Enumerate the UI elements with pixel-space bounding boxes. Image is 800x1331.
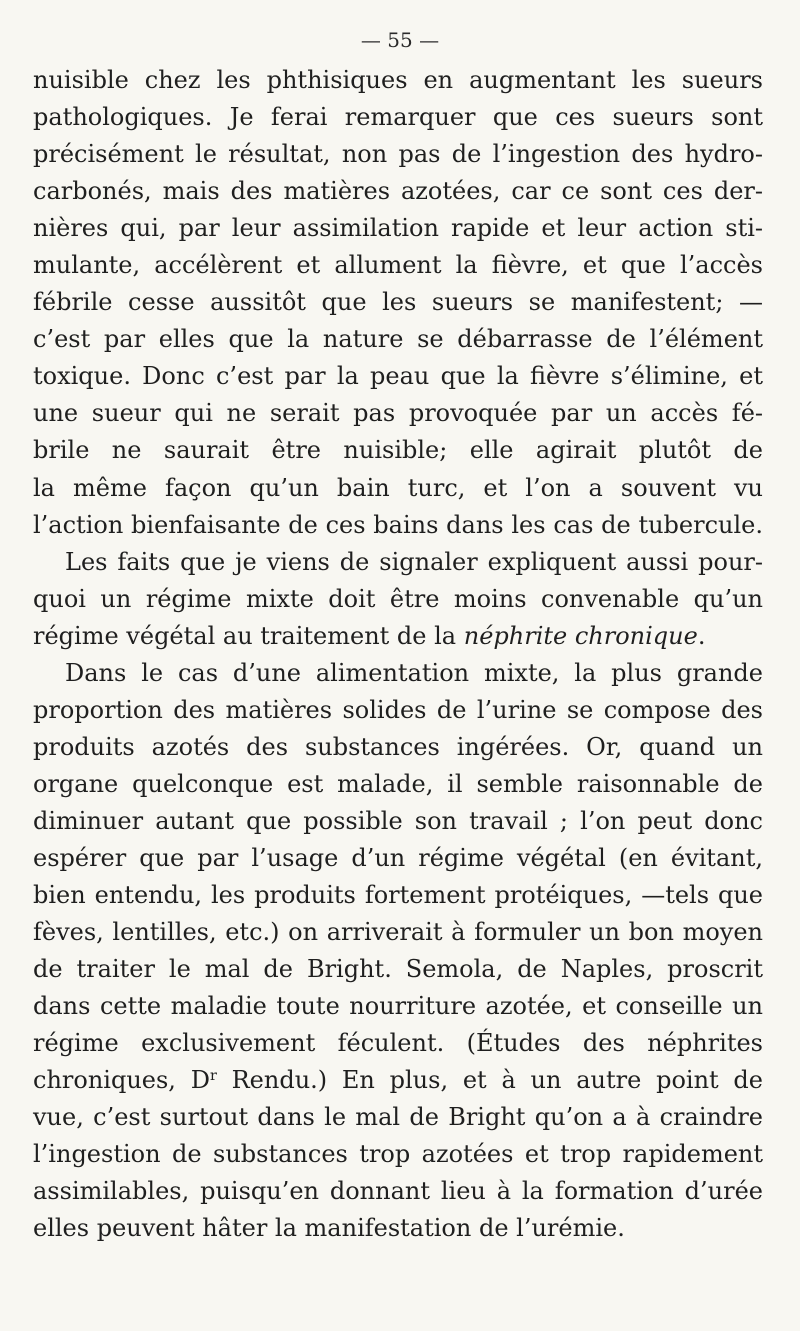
superscript: r (209, 1068, 217, 1085)
text-line: nières qui, par leur assimilation rapide et leur action sti- (33, 214, 763, 243)
body-text (33, 62, 763, 1248)
text-line: pathologiques. Je ferai remarquer que ces sueurs sont (33, 103, 763, 132)
text-line: toxique. Donc c’est par la peau que la fièvre s’élimine, et (33, 362, 763, 391)
text-line: une sueur qui ne serait pas provoquée par un accès fé- (33, 399, 763, 428)
text-run: . (697, 621, 706, 650)
text-line: bien entendu, les produits fortement protéiques, —tels que (33, 881, 763, 910)
text-line: régime exclusivement féculent. (Études des néphrites (33, 1029, 763, 1058)
text-line: c’est par elles que la nature se débarrasse de l’élément (33, 325, 763, 354)
text-run: régime végétal au traitement de la (33, 621, 464, 650)
text-line: espérer que par l’usage d’un régime végétal (en évitant, (33, 843, 763, 872)
text-line: diminuer autant que possible son travail ; l’on peut donc (33, 806, 763, 835)
text-run: Rendu.) En plus, et à un autre point de (216, 1066, 763, 1095)
text-line: organe quelconque est malade, il semble raisonnable de (33, 769, 763, 798)
text-line: fèves, lentilles, etc.) on arriverait à formuler un bon moyen (33, 918, 763, 947)
text-line: la même façon qu’un bain turc, et l’on a souvent vu (33, 473, 763, 502)
text-line: l’action bienfaisante de ces bains dans les cas de tubercule. (33, 510, 763, 539)
text-run: chroniques, D (33, 1066, 210, 1095)
italic-term: néphrite chronique (463, 621, 698, 650)
text-line: de traiter le mal de Bright. Semola, de Naples, proscrit (33, 955, 763, 984)
text-line: brile ne saurait être nuisible; elle agirait plutôt de (33, 436, 763, 465)
text-line: Dans le cas d’une alimentation mixte, la plus grande (65, 658, 763, 687)
text-line: quoi un régime mixte doit être moins convenable qu’un (33, 584, 763, 613)
text-line (33, 618, 763, 655)
text-line: Les faits que je viens de signaler expliquent aussi pour- (65, 547, 763, 576)
text-line: elles peuvent hâter la manifestation de l’urémie. (33, 1214, 625, 1243)
text-line: produits azotés des substances ingérées. Or, quand un (33, 732, 763, 761)
text-line (33, 1062, 763, 1099)
text-line: dans cette maladie toute nourriture azotée, et conseille un (33, 992, 763, 1021)
text-line: l’ingestion de substances trop azotées et trop rapidement (33, 1140, 763, 1169)
text-line: mulante, accélèrent et allument la fièvre, et que l’accès (33, 251, 763, 280)
text-line: vue, c’est surtout dans le mal de Bright qu’on a à craindre (33, 1103, 763, 1132)
text-line: fébrile cesse aussitôt que les sueurs se manifestent; — (33, 288, 763, 317)
page-number: — 55 — (360, 28, 440, 52)
text-line: précisément le résultat, non pas de l’ingestion des hydro- (33, 140, 763, 169)
text-line: assimilables, puisqu’en donnant lieu à la formation d’urée (33, 1177, 763, 1206)
text-line: carbonés, mais des matières azotées, car ce sont ces der- (33, 177, 763, 206)
text-line: nuisible chez les phthisiques en augmentant les sueurs (33, 66, 763, 94)
text-line: proportion des matières solides de l’urine se compose des (33, 695, 763, 724)
